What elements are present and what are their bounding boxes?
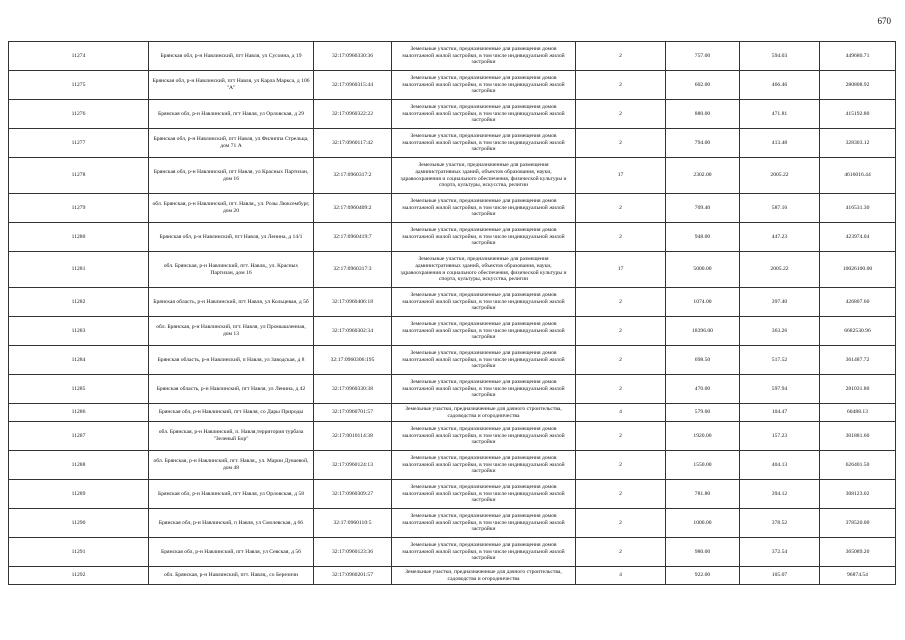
- cell-area: 579.00: [666, 404, 740, 422]
- cell-id: 11288: [9, 451, 149, 480]
- cell-cadastral-value: 416531.30: [820, 194, 896, 223]
- table-row: [9, 42, 896, 71]
- cell-land-use-purpose: Земельные участки, предназначенные для размещения домов малоэтажной жилой застройки, в том числе индивидуальной жилой застройки: [392, 129, 576, 158]
- table-row: [9, 129, 896, 158]
- cell-group: 2: [576, 422, 666, 451]
- cell-id: 11276: [9, 100, 149, 129]
- cell-cadastral-number: 32:17:0960117:42: [314, 129, 392, 158]
- cell-address: Брянская обл, р-н Навлинский, пгт Навля, ул Орловская, д 29: [149, 100, 314, 129]
- cell-address: обл. Брянская, р-н Навлинский, пгт. Навля,, ул. Розы Люксембург, дом 20: [149, 194, 314, 223]
- cell-address: Брянская обл, р-н Навлинский, пгт Навля, со Дары Природы: [149, 404, 314, 422]
- table-row: [9, 158, 896, 194]
- cell-specific-value: 2005.22: [740, 158, 820, 194]
- cell-group: 2: [576, 100, 666, 129]
- table-row: [9, 346, 896, 375]
- cell-id: 11284: [9, 346, 149, 375]
- cell-cadastral-value: 281031.80: [820, 375, 896, 404]
- cell-group: 2: [576, 223, 666, 252]
- cell-specific-value: 104.47: [740, 404, 820, 422]
- cell-area: 470.00: [666, 375, 740, 404]
- cell-cadastral-value: 449680.71: [820, 42, 896, 71]
- cell-area: 922.00: [666, 567, 740, 585]
- cell-land-use-purpose: Земельные участки, предназначенные для размещения домов малоэтажной жилой застройки, в том числе индивидуальной жилой застройки: [392, 194, 576, 223]
- cell-cadastral-value: 308123.02: [820, 480, 896, 509]
- cell-cadastral-number: 32:17:0010114:38: [314, 422, 392, 451]
- cell-specific-value: 157.23: [740, 422, 820, 451]
- cell-group: 2: [576, 317, 666, 346]
- cell-land-use-purpose: Земельные участки, предназначенные для размещения домов малоэтажной жилой застройки, в том числе индивидуальной жилой застройки: [392, 509, 576, 538]
- cell-cadastral-number: 32:17:0960419:7: [314, 223, 392, 252]
- cell-area: 1074.00: [666, 288, 740, 317]
- cell-address: обл. Брянская, р-н Навлинский, пгт. Навля,, со Березичи: [149, 567, 314, 585]
- cell-group: 17: [576, 158, 666, 194]
- cell-address: обл. Брянская, р-н Навлинский, пгт. Навля, ул Промышленная, дом 13: [149, 317, 314, 346]
- cell-cadastral-value: 4616016.44: [820, 158, 896, 194]
- cell-cadastral-number: 32:17:0960330:36: [314, 42, 392, 71]
- cell-address: Брянская обл, р-н Навлинский, пгт Навля, ул Ленина, д 14/1: [149, 223, 314, 252]
- cell-address: обл. Брянская, р-н Навлинский, п. Навля,территория турбаза "Зеленый Бор": [149, 422, 314, 451]
- cell-cadastral-number: 32:17:0960110:5: [314, 509, 392, 538]
- table-row: [9, 375, 896, 404]
- table-row: [9, 288, 896, 317]
- table-row: [9, 194, 896, 223]
- cell-group: 2: [576, 346, 666, 375]
- cell-cadastral-number: 32:17:0960409:2: [314, 194, 392, 223]
- cell-id: 11274: [9, 42, 149, 71]
- cell-group: 2: [576, 288, 666, 317]
- cell-address: Брянская обл, р-н Навлинский, п Навля, ул Смолевская, д 66: [149, 509, 314, 538]
- cell-cadastral-number: 32:17:0960406:18: [314, 288, 392, 317]
- table-row: [9, 223, 896, 252]
- cell-specific-value: 394.12: [740, 480, 820, 509]
- cell-cadastral-number: 32:17:0960124:13: [314, 451, 392, 480]
- table-row: [9, 538, 896, 567]
- cell-area: 2302.00: [666, 158, 740, 194]
- cell-area: 794.00: [666, 129, 740, 158]
- cell-id: 11280: [9, 223, 149, 252]
- cell-group: 2: [576, 42, 666, 71]
- cell-specific-value: 466.46: [740, 71, 820, 100]
- cell-cadastral-number: 32:17:0960302:34: [314, 317, 392, 346]
- cell-group: 2: [576, 480, 666, 509]
- table-row: [9, 567, 896, 585]
- cell-specific-value: 372.54: [740, 538, 820, 567]
- cell-group: 4: [576, 567, 666, 585]
- cell-address: Брянская обл, р-н Навлинский, пгт Навля, ул Филиппа Стрельца, дом 71 А: [149, 129, 314, 158]
- cell-cadastral-value: 361487.72: [820, 346, 896, 375]
- cell-address: Брянская обл, р-н Навлинский, пгт Навля, ул Красных Партизан, дом 16: [149, 158, 314, 194]
- table-row: [9, 480, 896, 509]
- cell-land-use-purpose: Земельные участки, предназначенные для размещения домов малоэтажной жилой застройки, в том числе индивидуальной жилой застройки: [392, 538, 576, 567]
- table-row: [9, 451, 896, 480]
- cell-id: 11277: [9, 129, 149, 158]
- cell-id: 11285: [9, 375, 149, 404]
- cell-area: 709.40: [666, 194, 740, 223]
- page-number: 670: [877, 16, 891, 26]
- cell-area: 18396.00: [666, 317, 740, 346]
- cell-specific-value: 378.52: [740, 509, 820, 538]
- cell-cadastral-number: 32:17:0960322:22: [314, 100, 392, 129]
- land-registry-table: [8, 41, 896, 585]
- cell-land-use-purpose: Земельные участки, предназначенные для размещения домов малоэтажной жилой застройки, в том числе индивидуальной жилой застройки: [392, 100, 576, 129]
- cell-land-use-purpose: Земельные участки, предназначенные для размещения домов малоэтажной жилой застройки, в том числе индивидуальной жилой застройки: [392, 480, 576, 509]
- cell-id: 11292: [9, 567, 149, 585]
- cell-area: 757.00: [666, 42, 740, 71]
- cell-id: 11279: [9, 194, 149, 223]
- cell-land-use-purpose: Земельные участки, предназначенные для размещения домов малоэтажной жилой застройки, в том числе индивидуальной жилой застройки: [392, 317, 576, 346]
- cell-address: Брянская обл, р-н Навлинский, пгт Навля, ул Орловская, д 58: [149, 480, 314, 509]
- cell-cadastral-number: 32:17:0960317:2: [314, 158, 392, 194]
- table-body: [9, 42, 896, 585]
- cell-specific-value: 471.81: [740, 100, 820, 129]
- cell-cadastral-number: 32:17:0960315:44: [314, 71, 392, 100]
- cell-cadastral-value: 365089.20: [820, 538, 896, 567]
- cell-area: 1000.00: [666, 509, 740, 538]
- cell-land-use-purpose: Земельные участки, предназначенные для размещения домов малоэтажной жилой застройки, в том числе индивидуальной жилой застройки: [392, 375, 576, 404]
- cell-land-use-purpose: Земельные участки, предназначенные для размещения домов малоэтажной жилой застройки, в том числе индивидуальной жилой застройки: [392, 42, 576, 71]
- cell-cadastral-number: 32:17:0960317:3: [314, 252, 392, 288]
- cell-cadastral-number: 32:17:0960123:36: [314, 538, 392, 567]
- cell-id: 11275: [9, 71, 149, 100]
- cell-id: 11287: [9, 422, 149, 451]
- cell-id: 11278: [9, 158, 149, 194]
- cell-cadastral-value: 6682530.96: [820, 317, 896, 346]
- cell-specific-value: 404.13: [740, 451, 820, 480]
- table-row: [9, 252, 896, 288]
- cell-cadastral-value: 328303.12: [820, 129, 896, 158]
- cell-group: 2: [576, 71, 666, 100]
- cell-land-use-purpose: Земельные участки, предназначенные для размещения административных зданий, объектов образования, науки, здравоохранения и социального обеспечения, физической культуры и спорта, культуры, искусства, религии: [392, 158, 576, 194]
- cell-area: 980.00: [666, 538, 740, 567]
- cell-land-use-purpose: Земельные участки, предназначенные для размещения домов малоэтажной жилой застройки, в том числе индивидуальной жилой застройки: [392, 288, 576, 317]
- cell-group: 2: [576, 451, 666, 480]
- cell-group: 2: [576, 538, 666, 567]
- cell-specific-value: 105.07: [740, 567, 820, 585]
- cell-address: обл. Брянская, р-н Навлинский, пгт. Навля,, ул. Красных Партизан, дом 16: [149, 252, 314, 288]
- cell-address: Брянская область, р-н Навлинский, пгт Навля, ул Кольцевая, д 5б: [149, 288, 314, 317]
- cell-group: 2: [576, 375, 666, 404]
- cell-cadastral-value: 378520.00: [820, 509, 896, 538]
- cell-cadastral-value: 415192.80: [820, 100, 896, 129]
- cell-group: 2: [576, 509, 666, 538]
- cell-area: 1550.00: [666, 451, 740, 480]
- cell-address: Брянская область, р-н Навлинский, пгт Навля, ул Ленина, д 42: [149, 375, 314, 404]
- cell-land-use-purpose: Земельные участки, предназначенные для размещения домов малоэтажной жилой застройки, в том числе индивидуальной жилой застройки: [392, 71, 576, 100]
- cell-specific-value: 447.23: [740, 223, 820, 252]
- cell-area: 880.00: [666, 100, 740, 129]
- cell-cadastral-value: 301881.60: [820, 422, 896, 451]
- cell-group: 17: [576, 252, 666, 288]
- cell-cadastral-value: 96874.54: [820, 567, 896, 585]
- cell-address: Брянская обл, р-н Навлинский, пгт Навля, ул Сусоина, д 19: [149, 42, 314, 71]
- cell-address: Брянская область, р-н Навлинский, п Навля, ул Заводская, д 8: [149, 346, 314, 375]
- cell-land-use-purpose: Земельные участки, предназначенные для размещения домов малоэтажной жилой застройки, в том числе индивидуальной жилой застройки: [392, 223, 576, 252]
- cell-area: 1920.00: [666, 422, 740, 451]
- table-row: [9, 404, 896, 422]
- cell-cadastral-number: 32:17:0960309:27: [314, 480, 392, 509]
- cell-area: 5000.00: [666, 252, 740, 288]
- cell-group: 2: [576, 194, 666, 223]
- cell-group: 2: [576, 129, 666, 158]
- cell-land-use-purpose: Земельные участки, предназначенные для дачного строительства, садоводства и огородничества: [392, 404, 576, 422]
- cell-land-use-purpose: Земельные участки, предназначенные для размещения домов малоэтажной жилой застройки, в том числе индивидуальной жилой застройки: [392, 451, 576, 480]
- cell-specific-value: 363.26: [740, 317, 820, 346]
- cell-specific-value: 517.52: [740, 346, 820, 375]
- cell-cadastral-number: 32:17:0960701:57: [314, 404, 392, 422]
- cell-cadastral-value: 280808.92: [820, 71, 896, 100]
- cell-cadastral-value: 426807.60: [820, 288, 896, 317]
- cell-id: 11282: [9, 288, 149, 317]
- cell-area: 698.50: [666, 346, 740, 375]
- cell-specific-value: 597.94: [740, 375, 820, 404]
- cell-land-use-purpose: Земельные участки, предназначенные для размещения домов малоэтажной жилой застройки, в том числе индивидуальной жилой застройки: [392, 346, 576, 375]
- cell-address: обл. Брянская, р-н Навлинский, пгт. Навля,, ул. Марии Дуваевой, дом 48: [149, 451, 314, 480]
- cell-area: 781.80: [666, 480, 740, 509]
- cell-land-use-purpose: Земельные участки, предназначенные для дачного строительства, садоводства и огородничества: [392, 567, 576, 585]
- cell-cadastral-number: 32:17:0960330:38: [314, 375, 392, 404]
- cell-address: Брянская обл, р-н Навлинский, пгт Навля, ул Карла Маркса, д 106 "А": [149, 71, 314, 100]
- cell-cadastral-value: 423974.04: [820, 223, 896, 252]
- cell-address: Брянская обл, р-н Навлинский, пгт Навля, ул Севская, д 56: [149, 538, 314, 567]
- cell-id: 11281: [9, 252, 149, 288]
- cell-area: 602.00: [666, 71, 740, 100]
- table-row: [9, 422, 896, 451]
- table-row: [9, 509, 896, 538]
- cell-specific-value: 2005.22: [740, 252, 820, 288]
- cell-area: 948.00: [666, 223, 740, 252]
- table-row: [9, 100, 896, 129]
- cell-cadastral-value: 60488.13: [820, 404, 896, 422]
- cell-id: 11286: [9, 404, 149, 422]
- cell-cadastral-number: 32:17:0960306:195: [314, 346, 392, 375]
- cell-specific-value: 594.03: [740, 42, 820, 71]
- cell-land-use-purpose: Земельные участки, предназначенные для размещения домов малоэтажной жилой застройки, в том числе индивидуальной жилой застройки: [392, 422, 576, 451]
- cell-specific-value: 397.40: [740, 288, 820, 317]
- cell-cadastral-value: 10026100.00: [820, 252, 896, 288]
- cell-specific-value: 587.16: [740, 194, 820, 223]
- cell-land-use-purpose: Земельные участки, предназначенные для размещения административных зданий, объектов образования, науки, здравоохранения и социального обеспечения, физической культуры и спорта, культуры, искусства, религии: [392, 252, 576, 288]
- cell-cadastral-value: 626401.50: [820, 451, 896, 480]
- cell-id: 11289: [9, 480, 149, 509]
- table-row: [9, 71, 896, 100]
- cell-specific-value: 413.48: [740, 129, 820, 158]
- cell-id: 11283: [9, 317, 149, 346]
- cell-id: 11291: [9, 538, 149, 567]
- table-row: [9, 317, 896, 346]
- cell-id: 11290: [9, 509, 149, 538]
- cell-cadastral-number: 32:17:0960201:57: [314, 567, 392, 585]
- cell-group: 4: [576, 404, 666, 422]
